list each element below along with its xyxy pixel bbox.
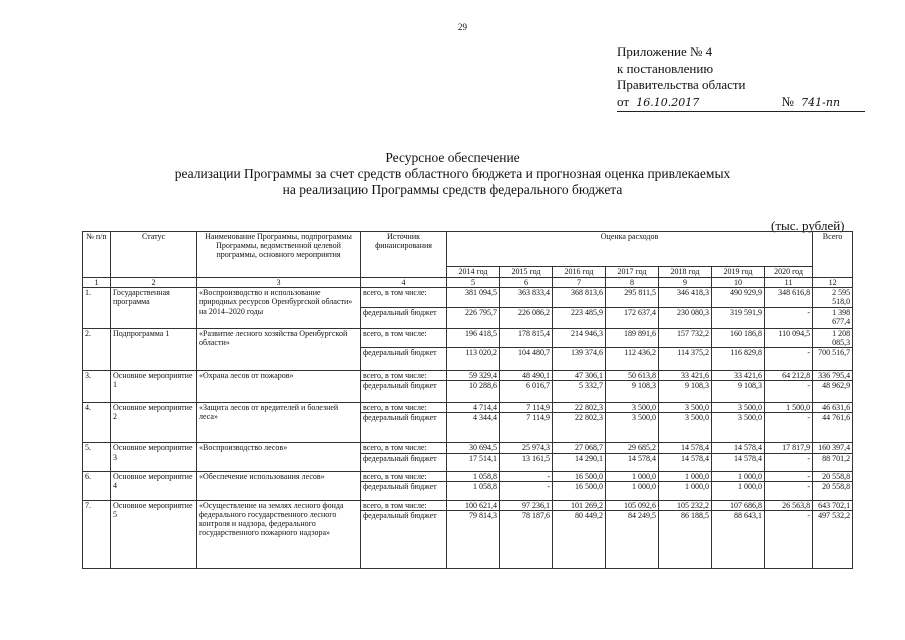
table-row bbox=[83, 500, 853, 510]
appendix-government-label: Правительства области bbox=[617, 77, 746, 92]
table-row bbox=[83, 328, 853, 347]
value-cell: 348 616,8 bbox=[765, 288, 813, 307]
value-cell: 3 500,0 bbox=[712, 413, 765, 443]
value-cell: 7 114,9 bbox=[500, 403, 553, 413]
value-cell: 346 418,3 bbox=[659, 288, 712, 307]
source-federal-label: федеральный бюджет bbox=[361, 413, 447, 443]
value-cell: 2 595 518,0 bbox=[813, 288, 853, 307]
value-cell: 295 811,5 bbox=[606, 288, 659, 307]
title-line-1: Ресурсное обеспечение bbox=[385, 150, 520, 165]
title-line-3: на реализацию Программы средств федерального бюджета bbox=[282, 182, 623, 197]
value-cell: 33 421,6 bbox=[712, 371, 765, 381]
header-name: Наименование Программы, подпрограммы Программы, ведомственной целевой программы, основного мероприятия bbox=[197, 232, 361, 278]
year-header: 2018 год bbox=[659, 267, 712, 278]
value-cell: 214 946,3 bbox=[553, 328, 606, 347]
value-cell: 643 702,1 bbox=[813, 500, 853, 510]
value-cell: 4 714,4 bbox=[447, 403, 500, 413]
value-cell: - bbox=[765, 348, 813, 371]
value-cell: 1 398 677,4 bbox=[813, 307, 853, 328]
row-number: 6. bbox=[83, 471, 111, 500]
value-cell: 1 000,0 bbox=[712, 481, 765, 500]
table-row bbox=[83, 288, 853, 307]
value-cell: 88 701,2 bbox=[813, 453, 853, 471]
header-estimate: Оценка расходов bbox=[447, 232, 813, 267]
value-cell: 104 480,7 bbox=[500, 348, 553, 371]
value-cell: 1 000,0 bbox=[712, 471, 765, 481]
year-header: 2020 год bbox=[765, 267, 813, 278]
value-cell: - bbox=[765, 471, 813, 481]
value-cell: 1 058,8 bbox=[447, 481, 500, 500]
source-total-label: всего, в том числе: bbox=[361, 371, 447, 381]
value-cell: 20 558,8 bbox=[813, 471, 853, 481]
appendix-resolution-label: к постановлению bbox=[617, 60, 714, 76]
row-name: «Воспроизводство и использование природных ресурсов Оренбургской области» на 2014–2020 годы bbox=[197, 288, 361, 328]
source-federal-label: федеральный бюджет bbox=[361, 381, 447, 403]
row-status: Государственная программа bbox=[111, 288, 197, 328]
table-row bbox=[83, 371, 853, 381]
column-number: 12 bbox=[813, 278, 853, 288]
column-number-row bbox=[83, 278, 853, 288]
value-cell: 13 161,5 bbox=[500, 453, 553, 471]
value-cell: 9 108,3 bbox=[659, 381, 712, 403]
value-cell: 16 500,0 bbox=[553, 481, 606, 500]
value-cell: 30 694,5 bbox=[447, 443, 500, 453]
value-cell: 1 058,8 bbox=[447, 471, 500, 481]
source-federal-label: федеральный бюджет bbox=[361, 511, 447, 569]
row-number: 5. bbox=[83, 443, 111, 471]
value-cell: 64 212,8 bbox=[765, 371, 813, 381]
value-cell: 100 621,4 bbox=[447, 500, 500, 510]
value-cell: 22 802,3 bbox=[553, 403, 606, 413]
handwritten-date: 16.10.2017 bbox=[636, 95, 700, 109]
value-cell: - bbox=[765, 307, 813, 328]
source-federal-label: федеральный бюджет bbox=[361, 453, 447, 471]
year-header: 2016 год bbox=[553, 267, 606, 278]
value-cell: 80 449,2 bbox=[553, 511, 606, 569]
value-cell: 1 000,0 bbox=[659, 481, 712, 500]
value-cell: 88 643,1 bbox=[712, 511, 765, 569]
value-cell: - bbox=[500, 481, 553, 500]
value-cell: 5 332,7 bbox=[553, 381, 606, 403]
source-total-label: всего, в том числе: bbox=[361, 403, 447, 413]
value-cell: 105 232,2 bbox=[659, 500, 712, 510]
source-total-label: всего, в том числе: bbox=[361, 443, 447, 453]
value-cell: 44 761,6 bbox=[813, 413, 853, 443]
value-cell: 14 578,4 bbox=[659, 453, 712, 471]
column-number: 6 bbox=[500, 278, 553, 288]
value-cell: - bbox=[765, 413, 813, 443]
value-cell: - bbox=[765, 481, 813, 500]
table-row bbox=[83, 403, 853, 413]
year-header: 2017 год bbox=[606, 267, 659, 278]
source-federal-label: федеральный бюджет bbox=[361, 348, 447, 371]
value-cell: 1 000,0 bbox=[606, 481, 659, 500]
value-cell: 9 108,3 bbox=[712, 381, 765, 403]
row-name: «Защита лесов от вредителей и болезней леса» bbox=[197, 403, 361, 443]
value-cell: 14 290,1 bbox=[553, 453, 606, 471]
row-number: 2. bbox=[83, 328, 111, 370]
value-cell: 7 114,9 bbox=[500, 413, 553, 443]
column-number: 3 bbox=[197, 278, 361, 288]
value-cell: 226 086,2 bbox=[500, 307, 553, 328]
value-cell: 3 500,0 bbox=[659, 413, 712, 443]
column-number: 5 bbox=[447, 278, 500, 288]
value-cell: 336 795,4 bbox=[813, 371, 853, 381]
document-title bbox=[0, 150, 905, 198]
appendix-date-line bbox=[617, 94, 865, 113]
table-row bbox=[83, 443, 853, 453]
value-cell: 230 080,3 bbox=[659, 307, 712, 328]
value-cell: 226 795,7 bbox=[447, 307, 500, 328]
handwritten-number: 741-пп bbox=[801, 95, 841, 109]
value-cell: 22 802,3 bbox=[553, 413, 606, 443]
value-cell: 20 558,8 bbox=[813, 481, 853, 500]
row-name: «Развитие лесного хозяйства Оренбургской области» bbox=[197, 328, 361, 370]
column-number: 1 bbox=[83, 278, 111, 288]
column-number: 7 bbox=[553, 278, 606, 288]
row-status: Основное мероприятие 2 bbox=[111, 403, 197, 443]
value-cell: 3 500,0 bbox=[606, 403, 659, 413]
value-cell: 223 485,9 bbox=[553, 307, 606, 328]
source-total-label: всего, в том числе: bbox=[361, 471, 447, 481]
value-cell: 189 891,6 bbox=[606, 328, 659, 347]
header-source: Источник финансирования bbox=[361, 232, 447, 278]
value-cell: 363 833,4 bbox=[500, 288, 553, 307]
value-cell: 29 685,2 bbox=[606, 443, 659, 453]
row-status: Основное мероприятие 5 bbox=[111, 500, 197, 568]
value-cell: 16 500,0 bbox=[553, 471, 606, 481]
appendix-header bbox=[617, 44, 865, 112]
value-cell: 107 686,8 bbox=[712, 500, 765, 510]
value-cell: 59 329,4 bbox=[447, 371, 500, 381]
value-cell: 14 578,4 bbox=[659, 443, 712, 453]
value-cell: 1 500,0 bbox=[765, 403, 813, 413]
from-label: от bbox=[617, 93, 630, 109]
appendix-title: Приложение № 4 bbox=[617, 44, 713, 59]
value-cell: 6 016,7 bbox=[500, 381, 553, 403]
column-number: 9 bbox=[659, 278, 712, 288]
value-cell: 381 094,5 bbox=[447, 288, 500, 307]
value-cell: 3 500,0 bbox=[712, 403, 765, 413]
value-cell: 1 000,0 bbox=[659, 471, 712, 481]
value-cell: 79 814,3 bbox=[447, 511, 500, 569]
value-cell: 157 732,2 bbox=[659, 328, 712, 347]
value-cell: 700 516,7 bbox=[813, 348, 853, 371]
row-name: «Осуществление на землях лесного фонда федерального государственного лесного контроля и надзора, федерального государственного пожарного надзора» bbox=[197, 500, 361, 568]
value-cell: 368 813,6 bbox=[553, 288, 606, 307]
value-cell: 46 631,6 bbox=[813, 403, 853, 413]
value-cell: 78 187,6 bbox=[500, 511, 553, 569]
row-number: 4. bbox=[83, 403, 111, 443]
table-row bbox=[83, 471, 853, 481]
row-name: «Охрана лесов от пожаров» bbox=[197, 371, 361, 403]
row-status: Основное мероприятие 1 bbox=[111, 371, 197, 403]
value-cell: 110 094,5 bbox=[765, 328, 813, 347]
row-status: Основное мероприятие 3 bbox=[111, 443, 197, 471]
value-cell: 10 288,6 bbox=[447, 381, 500, 403]
row-status: Подпрограмма 1 bbox=[111, 328, 197, 370]
header-num: № п/п bbox=[83, 232, 111, 278]
source-total-label: всего, в том числе: bbox=[361, 500, 447, 510]
value-cell: - bbox=[765, 381, 813, 403]
value-cell: 112 436,2 bbox=[606, 348, 659, 371]
value-cell: 172 637,4 bbox=[606, 307, 659, 328]
value-cell: 3 500,0 bbox=[606, 413, 659, 443]
value-cell: 17 514,1 bbox=[447, 453, 500, 471]
value-cell: 490 929,9 bbox=[712, 288, 765, 307]
value-cell: 1 000,0 bbox=[606, 471, 659, 481]
value-cell: 319 591,9 bbox=[712, 307, 765, 328]
row-name: «Обеспечение использования лесов» bbox=[197, 471, 361, 500]
source-total-label: всего, в том числе: bbox=[361, 328, 447, 347]
value-cell: 1 208 085,3 bbox=[813, 328, 853, 347]
row-status: Основное мероприятие 4 bbox=[111, 471, 197, 500]
column-number: 11 bbox=[765, 278, 813, 288]
row-number: 1. bbox=[83, 288, 111, 328]
header-status: Статус bbox=[111, 232, 197, 278]
number-label: № bbox=[781, 93, 794, 109]
column-number: 2 bbox=[111, 278, 197, 288]
header-total: Всего bbox=[813, 232, 853, 278]
source-federal-label: федеральный бюджет bbox=[361, 481, 447, 500]
units-label: (тыс. рублей) bbox=[771, 218, 845, 233]
value-cell: 97 236,1 bbox=[500, 500, 553, 510]
value-cell: 3 500,0 bbox=[659, 403, 712, 413]
value-cell: 116 829,8 bbox=[712, 348, 765, 371]
value-cell: 196 418,5 bbox=[447, 328, 500, 347]
value-cell: 25 974,3 bbox=[500, 443, 553, 453]
row-number: 7. bbox=[83, 500, 111, 568]
year-header: 2015 год bbox=[500, 267, 553, 278]
value-cell: 105 092,6 bbox=[606, 500, 659, 510]
value-cell: 26 563,8 bbox=[765, 500, 813, 510]
value-cell: 86 188,5 bbox=[659, 511, 712, 569]
value-cell: - bbox=[500, 471, 553, 481]
value-cell: 101 269,2 bbox=[553, 500, 606, 510]
value-cell: - bbox=[765, 453, 813, 471]
value-cell: 14 578,4 bbox=[712, 443, 765, 453]
source-total-label: всего, в том числе: bbox=[361, 288, 447, 307]
value-cell: 48 490,1 bbox=[500, 371, 553, 381]
value-cell: 178 815,4 bbox=[500, 328, 553, 347]
value-cell: 27 068,7 bbox=[553, 443, 606, 453]
source-federal-label: федеральный бюджет bbox=[361, 307, 447, 328]
value-cell: 497 532,2 bbox=[813, 511, 853, 569]
value-cell: 113 020,2 bbox=[447, 348, 500, 371]
page-number: 29 bbox=[458, 22, 467, 32]
resource-table bbox=[82, 231, 853, 569]
column-number: 8 bbox=[606, 278, 659, 288]
value-cell: 84 249,5 bbox=[606, 511, 659, 569]
value-cell: 14 578,4 bbox=[712, 453, 765, 471]
value-cell: 9 108,3 bbox=[606, 381, 659, 403]
value-cell: 14 578,4 bbox=[606, 453, 659, 471]
value-cell: - bbox=[765, 511, 813, 569]
title-line-2: реализации Программы за счет средств областного бюджета и прогнозная оценка привлекаемых bbox=[174, 166, 731, 181]
year-header: 2019 год bbox=[712, 267, 765, 278]
column-number: 4 bbox=[361, 278, 447, 288]
row-number: 3. bbox=[83, 371, 111, 403]
value-cell: 17 817,9 bbox=[765, 443, 813, 453]
year-header: 2014 год bbox=[447, 267, 500, 278]
value-cell: 160 397,4 bbox=[813, 443, 853, 453]
value-cell: 139 374,6 bbox=[553, 348, 606, 371]
value-cell: 50 613,8 bbox=[606, 371, 659, 381]
value-cell: 33 421,6 bbox=[659, 371, 712, 381]
value-cell: 4 344,4 bbox=[447, 413, 500, 443]
value-cell: 114 375,2 bbox=[659, 348, 712, 371]
value-cell: 48 962,9 bbox=[813, 381, 853, 403]
value-cell: 160 186,8 bbox=[712, 328, 765, 347]
value-cell: 47 306,1 bbox=[553, 371, 606, 381]
column-number: 10 bbox=[712, 278, 765, 288]
row-name: «Воспроизводство лесов» bbox=[197, 443, 361, 471]
